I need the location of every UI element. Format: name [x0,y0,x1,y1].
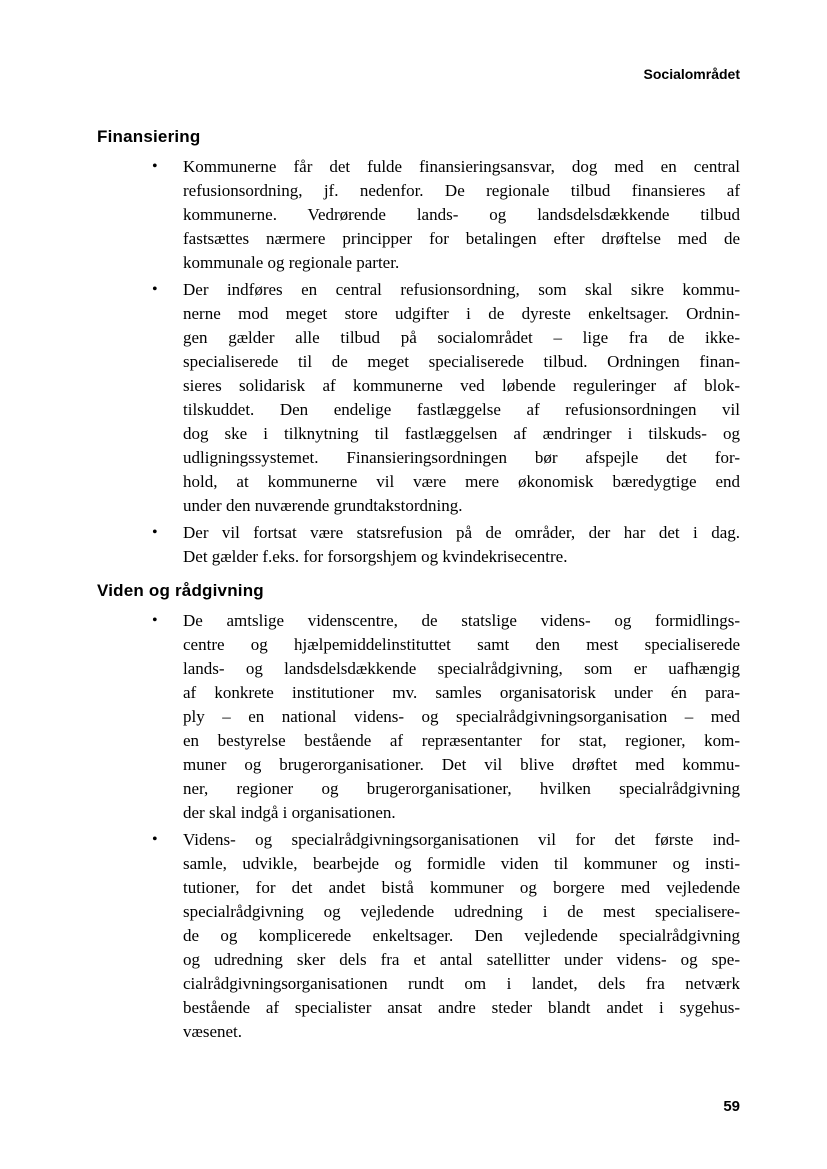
bullet-icon: • [152,281,158,298]
list-item [97,278,740,518]
text-line: ner, regioner og brugerorganisationer, hvilken specialrådgivning [183,779,740,798]
text-line: tutioner, for det andet bistå kommuner og borgere med vejledende [183,878,740,897]
text-line: muner og brugerorganisationer. Det vil blive drøftet med kommu- [183,755,740,774]
text-line: specialrådgivning og vejledende udredning i de mest specialisere- [183,902,740,921]
text-line: ply – en national videns- og specialrådgivningsorganisation – med [183,707,740,726]
text-line: specialiserede til de meget specialiserede tilbud. Ordningen finan- [183,352,740,371]
text-line: fastsættes nærmere principper for betalingen efter drøftelse med de [183,229,740,248]
bullet-icon: • [152,158,158,175]
document-section [97,128,740,569]
bullet-icon: • [152,612,158,629]
running-header: Socialområdet [643,66,740,82]
text-line: kommunerne. Vedrørende lands- og landsdelsdækkende tilbud [183,205,740,224]
page-footer [97,1098,740,1115]
bullet-list [97,609,740,1044]
page-header [97,66,740,82]
text-line: lands- og landsdelsdækkende specialrådgivning, som er uafhængig [183,659,740,678]
text-line: tilskuddet. Den endelige fastlæggelse af refusionsordningen vil [183,400,740,419]
text-line: af konkrete institutioner mv. samles organisatorisk under én para- [183,683,740,702]
text-line: under den nuværende grundtakstordning. [183,496,463,515]
text-line: samle, udvikle, bearbejde og formidle viden til kommuner og insti- [183,854,740,873]
bullet-list [97,155,740,569]
text-line: Det gælder f.eks. for forsorgshjem og kvindekrisecentre. [183,547,568,566]
list-item [97,521,740,569]
document-content [97,128,740,1044]
text-line: gen gælder alle tilbud på socialområdet – lige fra de ikke- [183,328,740,347]
text-line: Der indføres en central refusionsordning, som skal sikre kommu- [183,280,740,299]
text-line: centre og hjælpemiddelinstituttet samt den mest specialiserede [183,635,740,654]
text-line: Videns- og specialrådgivningsorganisationen vil for det første ind- [183,830,740,849]
text-line: de og komplicerede enkeltsager. Den vejledende specialrådgivning [183,926,740,945]
text-line: en bestyrelse bestående af repræsentanter for stat, regioner, kom- [183,731,740,750]
text-line: udligningssystemet. Finansieringsordningen bør afspejle det for- [183,448,740,467]
page-number: 59 [723,1098,740,1115]
text-line: Der vil fortsat være statsrefusion på de områder, der har det i dag. [183,523,740,542]
text-line: bestående af specialister ansat andre steder blandt andet i sygehus- [183,998,740,1017]
text-line: nerne mod meget store udgifter i de dyreste enkeltsager. Ordnin- [183,304,740,323]
text-line: væsenet. [183,1022,243,1041]
text-line: der skal indgå i organisationen. [183,803,396,822]
section-heading: Finansiering [97,127,201,146]
text-line: refusionsordning, jf. nedenfor. De regionale tilbud finansieres af [183,181,740,200]
list-item [97,155,740,275]
text-line: sieres solidarisk af kommunerne ved løbende reguleringer af blok- [183,376,740,395]
list-item [97,609,740,825]
document-section [97,582,740,1044]
text-line: dog ske i tilknytning til fastlæggelsen af ændringer i tilskuds- og [183,424,740,443]
text-line: cialrådgivningsorganisationen rundt om i landet, dels fra netværk [183,974,740,993]
text-line: Kommunerne får det fulde finansieringsansvar, dog med en central [183,157,740,176]
list-item [97,828,740,1044]
bullet-icon: • [152,524,158,541]
section-heading: Viden og rådgivning [97,581,264,600]
bullet-icon: • [152,831,158,848]
text-line: hold, at kommunerne vil være mere økonomisk bæredygtige end [183,472,740,491]
text-line: kommunale og regionale parter. [183,253,400,272]
text-line: De amtslige videnscentre, de statslige videns- og formidlings- [183,611,740,630]
text-line: og udredning sker dels fra et antal satellitter under videns- og spe- [183,950,740,969]
